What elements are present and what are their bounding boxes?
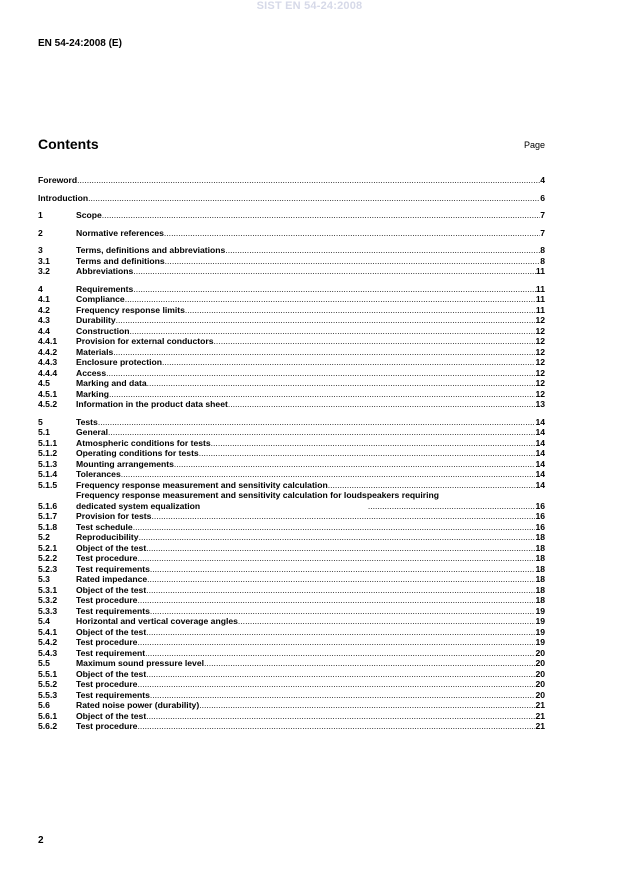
toc-entry-title: Test procedure	[76, 595, 138, 605]
dot-leader	[199, 448, 536, 459]
page-column-label: Page	[523, 140, 545, 150]
toc-entry-page: 11	[535, 283, 545, 294]
toc-entry[interactable]	[38, 305, 545, 316]
toc-entry-page: 12	[535, 357, 545, 367]
dot-leader	[150, 606, 536, 617]
toc-entry-title: Enclosure protection	[76, 357, 162, 367]
toc-entry-page: 20	[535, 658, 545, 668]
toc-entry[interactable]	[38, 378, 545, 389]
toc-entry-number: 5.3.1	[38, 584, 58, 595]
toc-entry-number: 5.5.1	[38, 668, 58, 679]
dot-leader	[199, 700, 535, 711]
toc-entry-title: Marking and data	[76, 378, 147, 388]
toc-entry-page: 11	[535, 294, 545, 304]
toc-entry-page: 14	[535, 448, 545, 458]
toc-entry-page: 19	[535, 626, 545, 637]
toc-entry-number: 5.3	[38, 574, 50, 584]
toc-entry[interactable]	[38, 427, 545, 438]
toc-entry[interactable]	[38, 448, 545, 459]
dot-leader	[98, 417, 536, 428]
toc-entry-number: 4.4.1	[38, 336, 58, 346]
dot-leader	[139, 532, 536, 543]
toc-entry-page: 11	[535, 304, 545, 315]
dot-leader	[146, 585, 535, 596]
dot-leader	[102, 210, 540, 221]
toc-entry-number: 5.6	[38, 700, 50, 710]
toc-entry[interactable]	[38, 648, 545, 659]
toc-entry[interactable]	[38, 245, 545, 256]
toc-entry-page: 18	[535, 563, 545, 574]
toc-entry-number: 4.5	[38, 378, 50, 388]
toc-entry-number: 5.5	[38, 658, 50, 668]
toc-entry-title: Test procedure	[76, 679, 138, 689]
dot-leader	[150, 564, 536, 575]
toc-entry-page: 18	[535, 532, 545, 542]
toc-entry-page: 18	[535, 584, 545, 595]
toc-entry-number: 5.1.1	[38, 437, 58, 448]
dot-leader	[174, 459, 536, 470]
toc-entry[interactable]	[38, 256, 545, 267]
dot-leader	[151, 511, 535, 522]
toc-entry[interactable]	[38, 679, 545, 690]
toc-entry-page: 14	[535, 416, 545, 427]
dot-leader	[146, 711, 535, 722]
toc-entry-number: 5.4.3	[38, 647, 58, 658]
watermark: SIST EN 54-24:2008	[256, 0, 363, 12]
toc-entry-title: Test requirements	[76, 605, 150, 616]
toc-entry[interactable]	[38, 193, 545, 204]
toc-entry-page: 19	[535, 605, 545, 616]
dot-leader	[185, 305, 536, 316]
toc-entry-page: 12	[535, 388, 545, 399]
toc-entry-title: Atmospheric conditions for tests	[76, 437, 211, 448]
toc-entry-title: Object of the test	[76, 668, 147, 679]
toc-entry-number: 5.1.6	[38, 500, 58, 511]
dot-leader	[109, 389, 535, 400]
toc-entry[interactable]	[38, 438, 545, 449]
toc-entry-title: Materials	[76, 346, 114, 357]
toc-entry-number: 5.6.1	[38, 710, 58, 721]
toc-entry-number: 5.3.2	[38, 595, 58, 605]
toc-entry-page: 14	[535, 458, 545, 469]
toc-entry-title: Durability	[76, 315, 116, 325]
toc-entry-page: 14	[535, 479, 545, 490]
toc-entry[interactable]	[38, 543, 545, 554]
dot-leader	[137, 595, 535, 606]
toc-entry-title: Test procedure	[76, 637, 138, 647]
dot-leader	[137, 637, 535, 648]
toc-entry-number: 4.4.2	[38, 346, 58, 357]
toc-entry[interactable]	[38, 294, 545, 305]
toc-entry-page: 16	[535, 511, 545, 521]
toc-entry-number: 4.4.4	[38, 367, 58, 378]
toc-entry-title: Information in the product data sheet	[76, 399, 228, 409]
toc-entry-title: Frequency response measurement and sensitivity calculation for loudspeakers requiring	[76, 490, 439, 500]
toc-entry-title: Provision for external conductors	[76, 336, 214, 346]
toc-entry-number: 5.6.2	[38, 721, 58, 731]
toc-entry[interactable]	[38, 532, 545, 543]
toc-entry-title: Requirements	[76, 283, 134, 294]
toc-entry-number: 5.1	[38, 427, 50, 437]
toc-entry-title: Construction	[76, 325, 130, 336]
toc-entry-title: Test procedure	[76, 553, 138, 563]
toc-entry-title: Terms and definitions	[76, 255, 165, 266]
toc-entry[interactable]	[38, 399, 545, 410]
toc-entry[interactable]	[38, 284, 545, 295]
dot-leader	[133, 284, 536, 295]
toc-entry-page: 8	[540, 245, 545, 255]
toc-entry-page: 18	[535, 595, 545, 605]
toc-entry[interactable]	[38, 480, 545, 491]
toc-entry-title: Rated noise power (durability)	[76, 700, 200, 710]
toc-entry-number: 5.1.3	[38, 458, 58, 469]
toc-entry-page: 12	[535, 346, 545, 357]
dot-leader	[225, 245, 540, 256]
dot-leader	[133, 266, 536, 277]
dot-leader	[150, 690, 536, 701]
toc-entry[interactable]	[38, 711, 545, 722]
toc-entry-number: 4.3	[38, 315, 50, 325]
toc-entry-number: 3.2	[38, 266, 50, 276]
toc-entry-title: Access	[76, 367, 107, 378]
dot-leader	[133, 522, 536, 533]
toc-entry-number: 5.1.4	[38, 469, 58, 479]
toc-entry-title: Marking	[76, 388, 109, 399]
toc-entry-title: Frequency response limits	[76, 304, 185, 315]
toc-entry-title: Tests	[76, 416, 98, 427]
toc-entry-page: 6	[540, 192, 545, 203]
toc-entry-title: Abbreviations	[76, 266, 134, 276]
toc-entry[interactable]	[38, 347, 545, 358]
toc-entry[interactable]	[38, 315, 545, 326]
dot-leader	[106, 368, 535, 379]
toc-entry-title: Test procedure	[76, 721, 138, 731]
toc-entry-number: 4	[38, 283, 43, 294]
dot-leader	[228, 399, 536, 410]
toc-entry[interactable]	[38, 469, 545, 480]
toc-entry-page: 21	[535, 710, 545, 721]
toc-entry-page: 14	[535, 437, 545, 448]
toc-entry-page: 19	[535, 637, 545, 647]
toc-entry-title: Terms, definitions and abbreviations	[76, 245, 226, 255]
toc-entry[interactable]	[38, 627, 545, 638]
toc-entry[interactable]	[38, 459, 545, 470]
toc-entry[interactable]	[38, 721, 545, 732]
toc-entry-number: 5.1.7	[38, 511, 58, 521]
toc-entry-page: 4	[540, 175, 545, 185]
dot-leader	[125, 294, 536, 305]
toc-entry-number: 4.1	[38, 294, 50, 304]
dot-leader	[164, 228, 540, 239]
toc-entry[interactable]	[38, 511, 545, 522]
toc-entry-page: 20	[535, 668, 545, 679]
dot-leader	[368, 501, 536, 512]
toc-entry-number: 2	[38, 227, 43, 238]
toc-entry[interactable]	[38, 175, 545, 186]
toc-entry-title: Foreword	[38, 175, 78, 185]
toc-entry-number: 5.5.2	[38, 679, 58, 689]
toc-entry-page: 18	[535, 542, 545, 553]
toc-entry[interactable]	[38, 336, 545, 347]
toc-entry[interactable]	[38, 210, 545, 221]
toc-entry[interactable]	[38, 417, 545, 428]
toc-entry-number: 5.4.2	[38, 637, 58, 647]
toc-entry-title: Horizontal and vertical coverage angles	[76, 616, 238, 626]
toc-entry[interactable]	[38, 595, 545, 606]
toc-entry-page: 12	[535, 367, 545, 378]
toc-entry-title: Object of the test	[76, 584, 147, 595]
dot-leader	[137, 553, 535, 564]
toc-entry[interactable]	[38, 564, 545, 575]
toc-entry-title: Object of the test	[76, 626, 147, 637]
dot-leader	[129, 326, 535, 337]
toc-entry-number: 5.4	[38, 616, 50, 626]
toc-entry-title: Rated impedance	[76, 574, 148, 584]
dot-leader	[113, 347, 535, 358]
toc-entry-page: 16	[535, 500, 546, 511]
toc-entry-page: 12	[535, 315, 545, 325]
dot-leader	[211, 438, 536, 449]
toc-entry[interactable]	[38, 669, 545, 680]
dot-leader	[137, 679, 535, 690]
toc-entry-number: 5.1.8	[38, 521, 58, 532]
toc-entry[interactable]	[38, 616, 545, 627]
dot-leader	[162, 357, 535, 368]
dot-leader	[204, 658, 535, 669]
dot-leader	[147, 574, 535, 585]
document-id: EN 54-24:2008 (E)	[38, 38, 122, 49]
toc-entry-number: 5.4.1	[38, 626, 58, 637]
toc-entry-title: Test requirements	[76, 563, 150, 574]
toc-entry-title: Mounting arrangements	[76, 458, 174, 469]
toc-entry[interactable]	[38, 637, 545, 648]
dot-leader	[165, 256, 541, 267]
toc-entry-title: Scope	[76, 210, 102, 220]
toc-entry-page: 8	[540, 255, 545, 266]
toc-entry[interactable]	[38, 553, 545, 564]
toc-entry-page: 12	[535, 325, 545, 336]
toc-entry[interactable]	[38, 368, 545, 379]
toc-entry-page: 14	[535, 427, 545, 437]
toc-entry-title: Operating conditions for tests	[76, 448, 199, 458]
toc-entry[interactable]	[38, 690, 545, 701]
dot-leader	[214, 336, 536, 347]
toc-entry-title: Maximum sound pressure level	[76, 658, 204, 668]
toc-entry-title: Reproducibility	[76, 532, 139, 542]
toc-entry-number: 5.1.2	[38, 448, 58, 458]
toc-entry[interactable]	[38, 606, 545, 617]
dot-leader	[116, 315, 536, 326]
toc-entry-page: 12	[535, 336, 545, 346]
toc-entry-title: Tolerances	[76, 469, 121, 479]
toc-entry[interactable]	[38, 585, 545, 596]
toc-entry[interactable]	[38, 389, 545, 400]
toc-entry-number: 5.3.3	[38, 605, 58, 616]
toc-entry-title: Test requirements	[76, 689, 150, 700]
dot-leader	[145, 648, 535, 659]
toc-entry-page: 18	[535, 553, 545, 563]
dot-leader	[238, 616, 536, 627]
toc-entry-title: Compliance	[76, 294, 125, 304]
dot-leader	[137, 721, 535, 732]
toc-entry-number: 3.1	[38, 255, 50, 266]
dot-leader	[77, 175, 540, 186]
dot-leader	[146, 543, 535, 554]
toc-entry[interactable]	[38, 658, 545, 669]
toc-entry[interactable]	[38, 574, 545, 585]
toc-entry-title: Test requirement	[76, 647, 146, 658]
toc-entry-title: Object of the test	[76, 542, 147, 553]
toc-entry-page: 16	[535, 521, 545, 532]
toc-entry[interactable]	[38, 522, 545, 533]
toc-entry-number: 5.2.3	[38, 563, 58, 574]
dot-leader	[146, 627, 535, 638]
toc-entry-number: 4.2	[38, 304, 50, 315]
table-of-contents	[38, 175, 545, 732]
toc-entry-page: 19	[535, 616, 545, 626]
toc-entry[interactable]	[38, 357, 545, 368]
toc-entry-number: 5.2.1	[38, 542, 58, 553]
page-title: Contents	[38, 136, 99, 152]
dot-leader	[88, 193, 540, 204]
toc-entry[interactable]	[38, 326, 545, 337]
toc-entry-title-continued: dedicated system equalization	[76, 500, 201, 511]
dot-leader	[121, 469, 536, 480]
toc-entry-number: 5.2.2	[38, 553, 58, 563]
toc-entry-page: 21	[535, 721, 545, 731]
page-number: 2	[38, 835, 44, 846]
toc-entry-page: 7	[540, 227, 545, 238]
toc-entry-title: Introduction	[38, 192, 89, 203]
toc-entry[interactable]	[38, 700, 545, 711]
toc-entry-number: 4.4	[38, 325, 50, 336]
toc-entry-number: 3	[38, 245, 43, 255]
toc-entry-page: 11	[535, 266, 545, 276]
toc-entry-page: 20	[535, 647, 545, 658]
toc-entry-page: 7	[540, 210, 545, 220]
dot-leader	[108, 427, 535, 438]
toc-entry-page: 14	[535, 469, 545, 479]
toc-entry-title: Normative references	[76, 227, 164, 238]
toc-entry-page: 20	[535, 689, 545, 700]
toc-entry[interactable]	[38, 228, 545, 239]
toc-entry-number: 5.5.3	[38, 689, 58, 700]
toc-entry-title: Frequency response measurement and sensitivity calculation	[76, 479, 328, 490]
toc-entry-number: 4.4.3	[38, 357, 58, 367]
toc-entry-number: 5.2	[38, 532, 50, 542]
toc-entry-title: Object of the test	[76, 710, 147, 721]
toc-entry-page: 18	[535, 574, 545, 584]
toc-entry-number: 5	[38, 416, 43, 427]
toc-entry-page: 21	[535, 700, 545, 710]
toc-entry-number: 4.5.2	[38, 399, 58, 409]
toc-entry[interactable]	[38, 266, 545, 277]
toc-entry-title: General	[76, 427, 109, 437]
toc-entry-number: 1	[38, 210, 43, 220]
toc-entry-title: Test schedule	[76, 521, 133, 532]
toc-entry-title: Provision for tests	[76, 511, 152, 521]
dot-leader	[146, 669, 535, 680]
toc-entry-page: 20	[535, 679, 545, 689]
toc-entry[interactable]	[38, 490, 545, 511]
dot-leader	[328, 480, 536, 491]
toc-entry-page: 12	[535, 378, 545, 388]
toc-entry-number: 5.1.5	[38, 479, 58, 490]
toc-entry-page: 13	[535, 399, 545, 409]
dot-leader	[147, 378, 536, 389]
toc-entry-number: 4.5.1	[38, 388, 58, 399]
